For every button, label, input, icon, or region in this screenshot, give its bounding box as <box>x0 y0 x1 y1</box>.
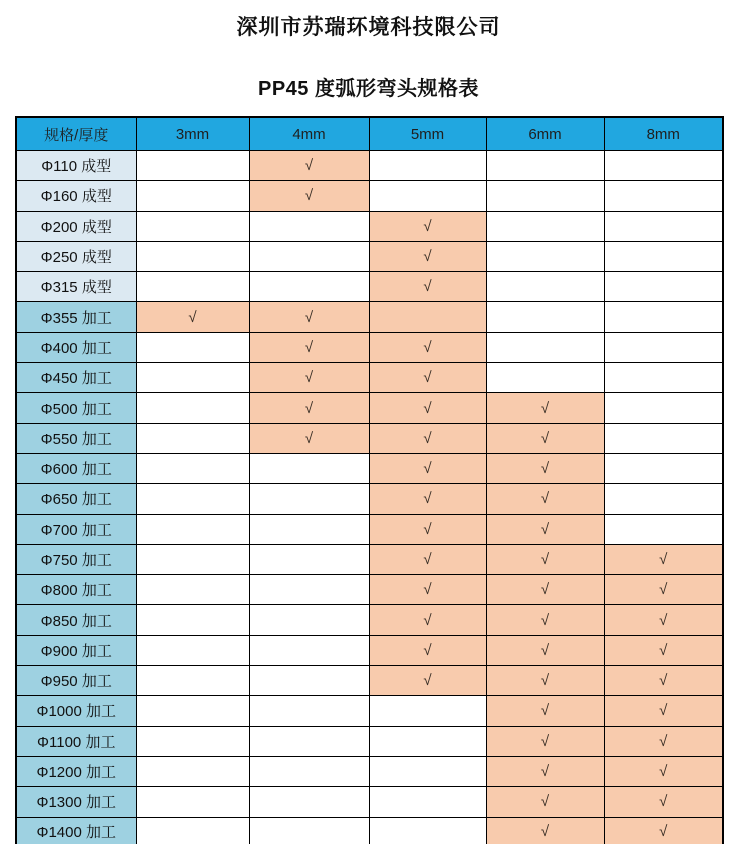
spec-cell-checked <box>486 393 604 423</box>
check-mark: √ <box>304 157 314 175</box>
spec-cell-checked <box>136 302 249 332</box>
column-header: 5mm <box>369 117 486 151</box>
spec-cell-checked <box>486 575 604 605</box>
check-mark: √ <box>188 308 197 326</box>
company-title: 深圳市苏瑞环境科技限公司 <box>236 16 501 39</box>
spec-cell-checked <box>486 514 604 544</box>
spec-cell-empty <box>136 635 249 665</box>
spec-cell-empty <box>249 756 369 786</box>
table-row <box>16 514 723 544</box>
check-mark: √ <box>659 581 668 599</box>
check-mark: √ <box>423 611 432 629</box>
row-label: Φ900 加工 <box>16 635 136 665</box>
spec-cell-empty <box>486 302 604 332</box>
check-mark: √ <box>423 248 432 266</box>
table-row <box>16 696 723 726</box>
table-row <box>16 151 723 181</box>
table-row <box>16 453 723 483</box>
row-label: Φ500 加工 <box>16 393 136 423</box>
spec-cell-empty <box>136 817 249 844</box>
spec-cell-empty <box>604 423 723 453</box>
spec-cell-empty <box>486 332 604 362</box>
check-mark: √ <box>659 793 668 811</box>
check-mark: √ <box>423 520 432 538</box>
check-mark: √ <box>659 641 668 659</box>
spec-cell-checked <box>369 666 486 696</box>
spec-cell-empty <box>136 423 249 453</box>
spec-cell-checked <box>249 151 369 181</box>
spec-cell-checked <box>486 453 604 483</box>
spec-cell-empty <box>249 635 369 665</box>
row-label: Φ600 加工 <box>16 453 136 483</box>
spec-cell-checked <box>369 484 486 514</box>
spec-cell-empty <box>604 363 723 393</box>
check-mark: √ <box>659 551 668 568</box>
spec-cell-checked <box>369 211 486 241</box>
check-mark: √ <box>659 672 668 690</box>
row-label: Φ200 成型 <box>16 211 136 241</box>
spec-cell-checked <box>369 514 486 544</box>
check-mark: √ <box>304 308 314 326</box>
row-label: Φ550 加工 <box>16 423 136 453</box>
check-mark: √ <box>304 429 314 447</box>
spec-cell-empty <box>486 272 604 302</box>
table-row <box>16 817 723 844</box>
check-mark: √ <box>659 823 668 841</box>
spec-cell-empty <box>604 181 723 211</box>
spec-cell-checked <box>249 181 369 211</box>
spec-cell-empty <box>249 453 369 483</box>
spec-cell-empty <box>369 787 486 817</box>
check-mark: √ <box>540 551 550 568</box>
spec-cell-empty <box>249 817 369 844</box>
spec-cell-checked <box>369 575 486 605</box>
spec-cell-empty <box>604 272 723 302</box>
spec-cell-empty <box>249 211 369 241</box>
spec-cell-checked <box>369 544 486 574</box>
table-row <box>16 363 723 393</box>
spec-cell-checked <box>486 666 604 696</box>
check-mark: √ <box>540 641 550 659</box>
spec-cell-empty <box>136 181 249 211</box>
spec-cell-checked <box>604 605 723 635</box>
row-label: Φ355 加工 <box>16 302 136 332</box>
table-row <box>16 393 723 423</box>
row-label: Φ850 加工 <box>16 605 136 635</box>
column-header: 规格/厚度 <box>16 117 136 151</box>
row-label: Φ1000 加工 <box>16 696 136 726</box>
column-header: 8mm <box>604 117 723 151</box>
table-row <box>16 726 723 756</box>
spec-cell-empty <box>136 726 249 756</box>
check-mark: √ <box>304 399 314 417</box>
row-label: Φ1300 加工 <box>16 787 136 817</box>
check-mark: √ <box>304 338 314 356</box>
spec-cell-checked <box>604 575 723 605</box>
table-row <box>16 181 723 211</box>
table-row <box>16 211 723 241</box>
check-mark: √ <box>423 490 432 508</box>
spec-cell-checked <box>369 453 486 483</box>
spec-cell-checked <box>486 726 604 756</box>
spec-cell-checked <box>604 635 723 665</box>
spec-cell-empty <box>136 484 249 514</box>
check-mark: √ <box>304 187 314 205</box>
spec-cell-checked <box>604 544 723 574</box>
row-label: Φ400 加工 <box>16 332 136 362</box>
table-row <box>16 666 723 696</box>
spec-cell-empty <box>249 575 369 605</box>
table-row <box>16 423 723 453</box>
row-label: Φ1400 加工 <box>16 817 136 844</box>
spec-cell-empty <box>249 605 369 635</box>
check-mark: √ <box>540 429 550 447</box>
spec-cell-empty <box>136 211 249 241</box>
row-label: Φ315 成型 <box>16 272 136 302</box>
spec-cell-empty <box>136 696 249 726</box>
spec-cell-empty <box>369 151 486 181</box>
spec-cell-empty <box>136 666 249 696</box>
table-row <box>16 544 723 574</box>
spec-cell-empty <box>249 514 369 544</box>
check-mark: √ <box>540 823 550 841</box>
spec-cell-checked <box>369 635 486 665</box>
spec-cell-checked <box>604 756 723 786</box>
check-mark: √ <box>423 429 432 447</box>
column-header: 6mm <box>486 117 604 151</box>
row-label: Φ650 加工 <box>16 484 136 514</box>
column-header: 4mm <box>249 117 369 151</box>
check-mark: √ <box>540 490 550 508</box>
table-row <box>16 605 723 635</box>
spec-cell-checked <box>486 787 604 817</box>
row-label: Φ450 加工 <box>16 363 136 393</box>
spec-cell-empty <box>136 272 249 302</box>
spec-cell-checked <box>486 484 604 514</box>
spec-cell-empty <box>136 787 249 817</box>
check-mark: √ <box>423 551 432 568</box>
spec-cell-empty <box>486 151 604 181</box>
spec-cell-checked <box>486 696 604 726</box>
spec-cell-empty <box>369 756 486 786</box>
spec-cell-empty <box>604 241 723 271</box>
spec-cell-empty <box>249 726 369 756</box>
table-row <box>16 635 723 665</box>
spec-cell-empty <box>136 575 249 605</box>
spec-cell-checked <box>369 605 486 635</box>
check-mark: √ <box>540 793 550 811</box>
table-row <box>16 787 723 817</box>
row-label: Φ1200 加工 <box>16 756 136 786</box>
spec-cell-checked <box>486 817 604 844</box>
spec-cell-empty <box>136 393 249 423</box>
row-label: Φ800 加工 <box>16 575 136 605</box>
spec-cell-checked <box>249 363 369 393</box>
spec-cell-checked <box>486 423 604 453</box>
spec-cell-checked <box>249 393 369 423</box>
check-mark: √ <box>540 763 550 781</box>
check-mark: √ <box>423 581 432 599</box>
spec-cell-checked <box>369 272 486 302</box>
row-label: Φ160 成型 <box>16 181 136 211</box>
spec-cell-checked <box>249 302 369 332</box>
row-label: Φ750 加工 <box>16 544 136 574</box>
check-mark: √ <box>540 672 550 690</box>
row-label: Φ110 成型 <box>16 151 136 181</box>
row-label: Φ1100 加工 <box>16 726 136 756</box>
check-mark: √ <box>423 217 432 235</box>
spec-cell-checked <box>249 332 369 362</box>
check-mark: √ <box>304 369 314 387</box>
check-mark: √ <box>659 732 668 750</box>
spec-table-body <box>16 151 723 844</box>
spec-cell-empty <box>249 272 369 302</box>
spec-cell-empty <box>604 332 723 362</box>
table-row <box>16 332 723 362</box>
spec-cell-empty <box>136 151 249 181</box>
check-mark: √ <box>540 732 550 750</box>
table-row <box>16 302 723 332</box>
check-mark: √ <box>423 460 432 478</box>
table-row <box>16 272 723 302</box>
check-mark: √ <box>423 369 432 387</box>
spec-cell-checked <box>369 332 486 362</box>
spec-cell-highlighted <box>369 302 486 332</box>
spec-table <box>15 116 724 844</box>
spec-cell-empty <box>604 453 723 483</box>
check-mark: √ <box>423 641 432 659</box>
spec-cell-empty <box>249 787 369 817</box>
spec-cell-empty <box>249 484 369 514</box>
spec-cell-empty <box>136 544 249 574</box>
spec-cell-checked <box>369 363 486 393</box>
spec-cell-empty <box>136 605 249 635</box>
check-mark: √ <box>540 520 550 538</box>
spec-cell-empty <box>604 211 723 241</box>
spec-cell-empty <box>369 181 486 211</box>
spec-cell-checked <box>369 423 486 453</box>
spec-cell-checked <box>486 605 604 635</box>
column-header: 3mm <box>136 117 249 151</box>
spec-cell-empty <box>486 363 604 393</box>
spec-cell-empty <box>369 817 486 844</box>
spec-cell-empty <box>369 696 486 726</box>
spec-cell-checked <box>604 696 723 726</box>
check-mark: √ <box>423 399 432 417</box>
check-mark: √ <box>540 611 550 629</box>
row-label: Φ250 成型 <box>16 241 136 271</box>
check-mark: √ <box>540 460 550 478</box>
spec-cell-empty <box>604 151 723 181</box>
spec-cell-checked <box>369 393 486 423</box>
spec-cell-empty <box>369 726 486 756</box>
check-mark: √ <box>659 702 668 720</box>
spec-cell-checked <box>486 544 604 574</box>
spec-cell-empty <box>136 453 249 483</box>
check-mark: √ <box>423 338 432 356</box>
spec-cell-empty <box>486 241 604 271</box>
spec-cell-checked <box>249 423 369 453</box>
table-row <box>16 241 723 271</box>
check-mark: √ <box>540 399 550 417</box>
check-mark: √ <box>423 278 432 296</box>
table-row <box>16 575 723 605</box>
spec-cell-empty <box>486 211 604 241</box>
spec-cell-checked <box>369 241 486 271</box>
header-row <box>16 117 723 151</box>
spec-cell-checked <box>486 635 604 665</box>
spec-cell-empty <box>249 241 369 271</box>
spec-cell-empty <box>249 696 369 726</box>
row-label: Φ700 加工 <box>16 514 136 544</box>
table-row <box>16 756 723 786</box>
check-mark: √ <box>423 672 432 690</box>
spec-cell-empty <box>136 332 249 362</box>
spec-cell-empty <box>604 302 723 332</box>
spec-cell-empty <box>486 181 604 211</box>
spec-cell-empty <box>249 666 369 696</box>
spec-cell-checked <box>486 756 604 786</box>
spec-cell-empty <box>604 484 723 514</box>
check-mark: √ <box>540 702 550 720</box>
table-title: PP45 度弧形弯头规格表 <box>258 78 479 100</box>
spec-cell-checked <box>604 666 723 696</box>
spec-cell-empty <box>604 514 723 544</box>
spec-cell-empty <box>136 363 249 393</box>
check-mark: √ <box>659 611 668 629</box>
spec-cell-empty <box>136 514 249 544</box>
spec-cell-checked <box>604 817 723 844</box>
spec-cell-checked <box>604 726 723 756</box>
check-mark: √ <box>659 763 668 781</box>
spec-cell-empty <box>136 241 249 271</box>
row-label: Φ950 加工 <box>16 666 136 696</box>
spec-cell-checked <box>604 787 723 817</box>
check-mark: √ <box>540 581 550 599</box>
spec-cell-empty <box>136 756 249 786</box>
table-row <box>16 484 723 514</box>
spec-cell-empty <box>604 393 723 423</box>
spec-cell-empty <box>249 544 369 574</box>
